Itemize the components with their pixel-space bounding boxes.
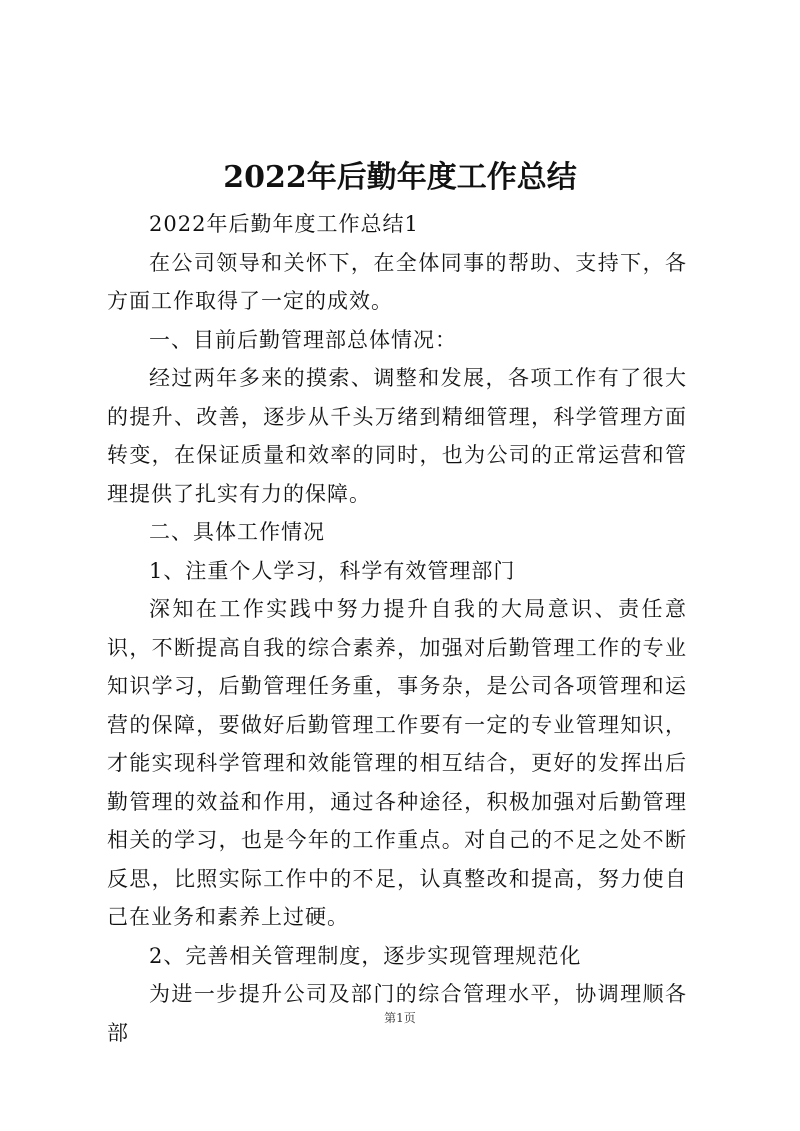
- paragraph-overview: 经过两年多来的摸索、调整和发展，各项工作有了很大的提升、改善，逐步从千头万绪到精细管理，科学管理方面转变，在保证质量和效率的同时，也为公司的正常运营和管理提供了扎实有力的保障。: [107, 366, 687, 506]
- paragraph-rules: 为进一步提升公司及部门的综合管理水平，协调理顺各部: [107, 982, 687, 1045]
- document-title: 2022年后勤年度工作总结: [223, 160, 577, 195]
- page-number: 第1页: [384, 1011, 416, 1025]
- paragraph-intro: 在公司领导和关怀下，在全体同事的帮助、支持下，各方面工作取得了一定的成效。: [107, 250, 687, 313]
- subheading-rules: 2、完善相关管理制度，逐步实现管理规范化: [149, 943, 582, 968]
- section-heading-details: 二、具体工作情况: [149, 520, 325, 544]
- section-heading-overview: 一、目前后勤管理部总体情况：: [149, 327, 457, 352]
- paragraph-subtitle: 2022年后勤年度工作总结1: [149, 212, 419, 236]
- document-body: [107, 205, 687, 1052]
- subheading-study: 1、注重个人学习，科学有效管理部门: [149, 558, 516, 583]
- paragraph-study: 深知在工作实践中努力提升自我的大局意识、责任意识，不断提高自我的综合素养，加强对后勤管理工作的专业知识学习，后勤管理任务重，事务杂，是公司各项管理和运营的保障，要做好后勤管理工作要有一定的专业管理知识，才能实现科学管理和效能管理的相互结合，更好的发挥出后勤管理的效益和作用，通过各种途径，积极加强对后勤管理相关的学习，也是今年的工作重点。对自己的不足之处不断反思，比照实际工作中的不足，认真整改和提高，努力使自己在业务和素养上过硬。: [107, 597, 687, 929]
